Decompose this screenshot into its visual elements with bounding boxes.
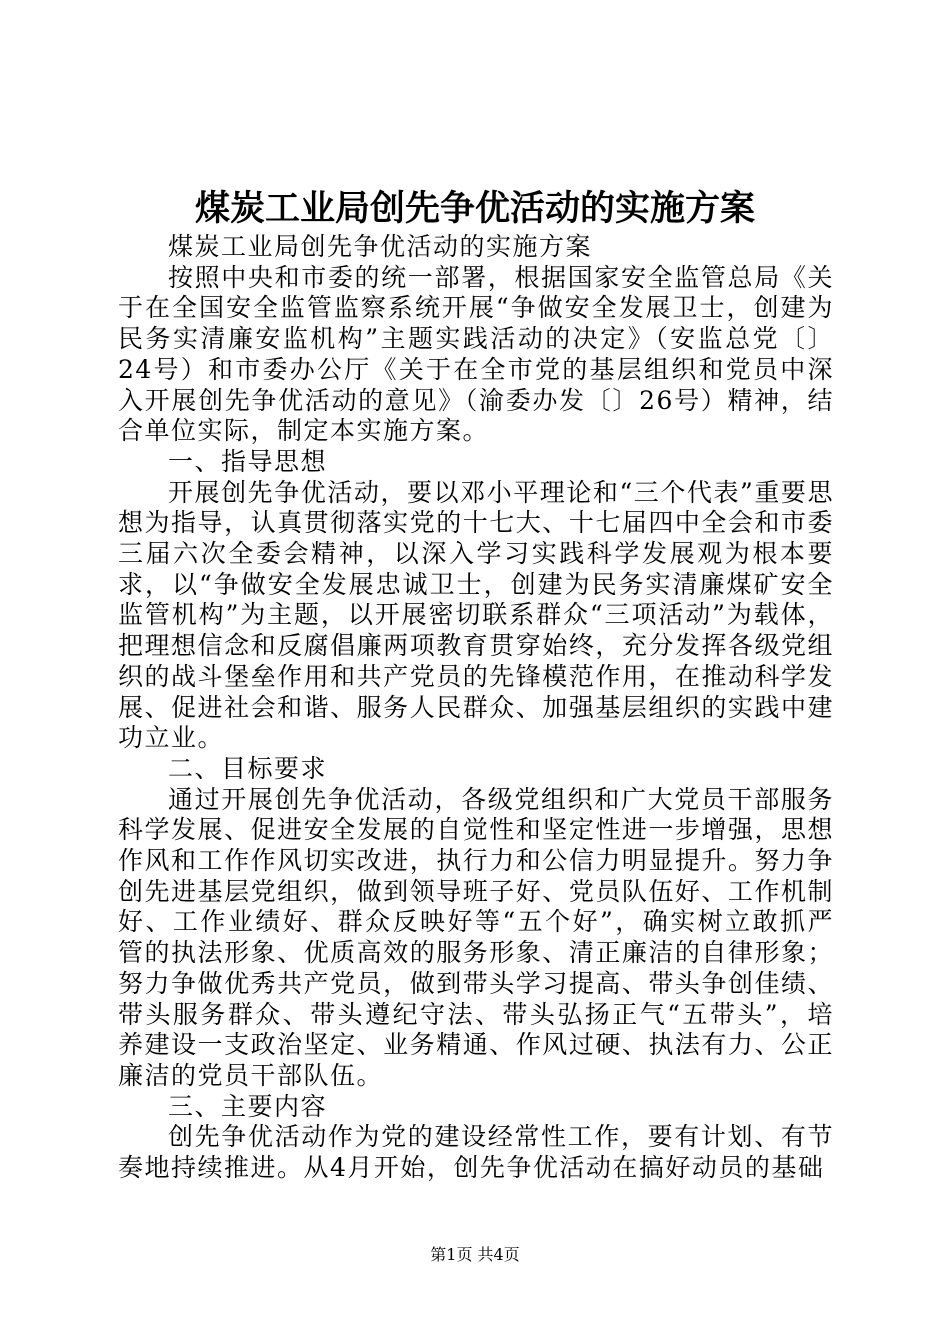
section-heading-2: 二、目标要求: [168, 753, 328, 783]
section-heading-3: 三、主要内容: [168, 1091, 328, 1121]
document-body: [118, 232, 834, 1184]
page-footer: 第1页 共4页: [430, 1245, 520, 1264]
section-heading-1: 一、指导思想: [168, 446, 328, 476]
paragraph-main-content: 创先争优活动作为党的建设经常性工作，要有计划、有节奏地持续推进。从4月开始，创先争优活动在搞好动员的基础: [118, 1122, 834, 1183]
paragraph-guiding-thought: 开展创先争优活动，要以邓小平理论和“三个代表”重要思想为指导，认真贯彻落实党的十七大、十七届四中全会和市委三届六次全委会精神，以深入学习实践科学发展观为根本要求，以“争做安全发展忠诚卫士，创建为民务实清廉煤矿安全监管机构”为主题，以开展密切联系群众“三项活动”为载体，把理想信念和反腐倡廉两项教育贯穿始终，充分发挥各级党组织的战斗堡垒作用和共产党员的先锋模范作用，在推动科学发展、促进社会和谐、服务人民群众、加强基层组织的实践中建功立业。: [118, 477, 834, 753]
document-title: 煤炭工业局创先争优活动的实施方案: [194, 188, 755, 229]
paragraph-intro: 按照中央和市委的统一部署，根据国家安全监管总局《关于在全国安全监管监察系统开展“争做安全发展卫士，创建为民务实清廉安监机构”主题实践活动的决定》（安监总党〔〕24号）和市委办公厅《关于在全市党的基层组织和党员中深入开展创先争优活动的意见》（渝委办发〔〕26号）精神，结合单位实际，制定本实施方案。: [118, 262, 834, 446]
paragraph-subtitle: 煤炭工业局创先争优活动的实施方案: [168, 232, 593, 261]
paragraph-goals: 通过开展创先争优活动，各级党组织和广大党员干部服务科学发展、促进安全发展的自觉性和坚定性进一步增强，思想作风和工作作风切实改进，执行力和公信力明显提升。努力争创先进基层党组织，做到领导班子好、党员队伍好、工作机制好、工作业绩好、群众反映好等“五个好”，确实树立敢抓严管的执法形象、优质高效的服务形象、清正廉洁的自律形象；努力争做优秀共产党员，做到带头学习提高、带头争创佳绩、带头服务群众、带头遵纪守法、带头弘扬正气“五带头”，培养建设一支政治坚定、业务精通、作风过硬、执法有力、公正廉洁的党员干部队伍。: [118, 784, 834, 1090]
